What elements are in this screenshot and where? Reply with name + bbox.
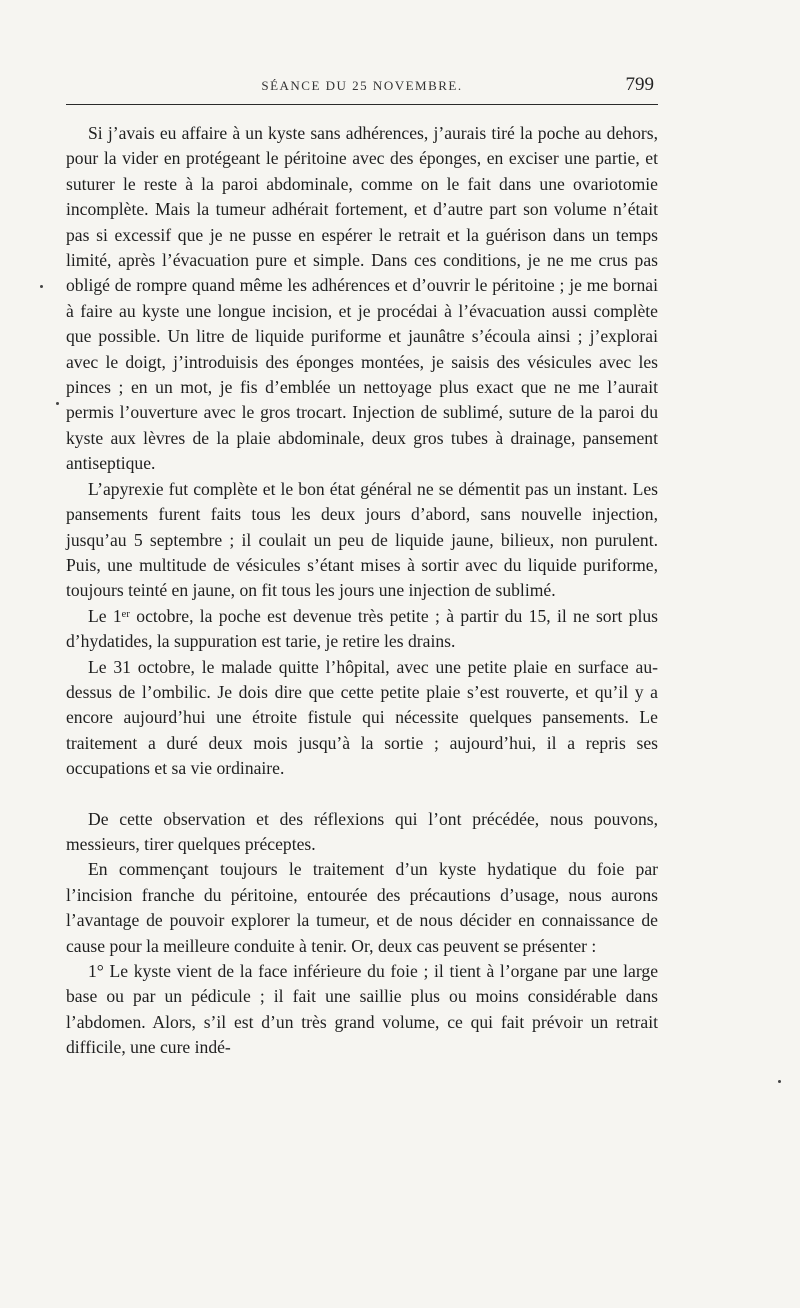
page-number: 799 <box>625 74 654 95</box>
margin-speck <box>778 1080 781 1083</box>
running-head <box>66 72 658 100</box>
paragraph: L’apyrexie fut complète et le bon état général ne se démentit pas un instant. Les pansements furent faits tous les deux jours d’abord, sans nouvelle injection, jusqu’au 5 septembre ; il coulait un peu de liquide jaune, bilieux, non purulent. Puis, une multitude de vésicules s’étant mises à sortir avec du liquide puriforme, toujours teinté en jaune, on fit tous les jours une injection de sublimé. <box>66 478 658 601</box>
paragraph: Si j’avais eu affaire à un kyste sans adhérences, j’aurais tiré la poche au dehors, pour la vider en protégeant le péritoine avec des éponges, en exciser une partie, et suturer le reste à la paroi abdominale, comme on le fait dans une ovariotomie incomplète. Mais la tumeur adhérait fortement, et d’autre part son volume n’était pas si excessif que je ne pusse en espérer le retrait et la guérison dans un temps limité, après l’évacuation pure et simple. Dans ces conditions, je ne me crus pas obligé de rompre quand même les adhérences et d’ouvrir le péritoine ; je me bornai à faire au kyste une longue incision, et je procédai à l’évacuation aussi complète que possible. Un litre de liquide puriforme et jaunâtre s’écoula ainsi ; j’explorai avec le doigt, j’introduisis des éponges montées, je saisis des vésicules avec les pinces ; en un mot, je fis d’emblée un nettoyage plus exact que ne me l’aurait permis l’ouverture avec le gros trocart. Injection de sublimé, suture de la paroi du kyste aux lèvres de la plaie abdominale, deux gros tubes à drainage, pansement antiseptique. <box>66 123 658 474</box>
book-page <box>66 72 658 1061</box>
paragraph: De cette observation et des réflexions qui l’ont précédée, nous pouvons, messieurs, tirer quelques préceptes. <box>66 808 658 854</box>
paragraph: 1° Le kyste vient de la face inférieure du foie ; il tient à l’organe par une large base ou par un pédicule ; il fait une saillie plus ou moins considérable dans l’abdomen. Alors, s’il est d’un très grand volume, ce qui fait prévoir un retrait difficile, une cure indé- <box>66 961 658 1058</box>
paragraph: Le 1ᵉʳ octobre, la poche est devenue très petite ; à partir du 15, il ne sort plus d’hydatides, la suppuration est tarie, je retire les drains. <box>66 605 658 652</box>
paragraph: Le 31 octobre, le malade quitte l’hôpital, avec une petite plaie en surface au-dessus de l’ombilic. Je dois dire que cette petite plaie s’est rouverte, et qu’il y a encore aujourd’hui une étroite fistule qui nécessite quelques pansements. Le traitement a duré deux mois jusqu’à la sortie ; aujourd’hui, il a repris ses occupations et sa vie ordinaire. <box>66 656 658 779</box>
margin-speck <box>40 285 43 288</box>
running-title: SÉANCE DU 25 NOVEMBRE. <box>261 78 463 93</box>
paragraph: En commençant toujours le traitement d’un kyste hydatique du foie par l’incision franche du péritoine, entourée des précautions d’usage, nous aurons l’avantage de pouvoir explorer la tumeur, et de nous décider en connaissance de cause pour la meilleure conduite à tenir. Or, deux cas peuvent se présenter : <box>66 859 658 956</box>
header-rule <box>66 104 658 105</box>
body-text <box>66 121 658 1061</box>
margin-speck <box>56 402 59 405</box>
